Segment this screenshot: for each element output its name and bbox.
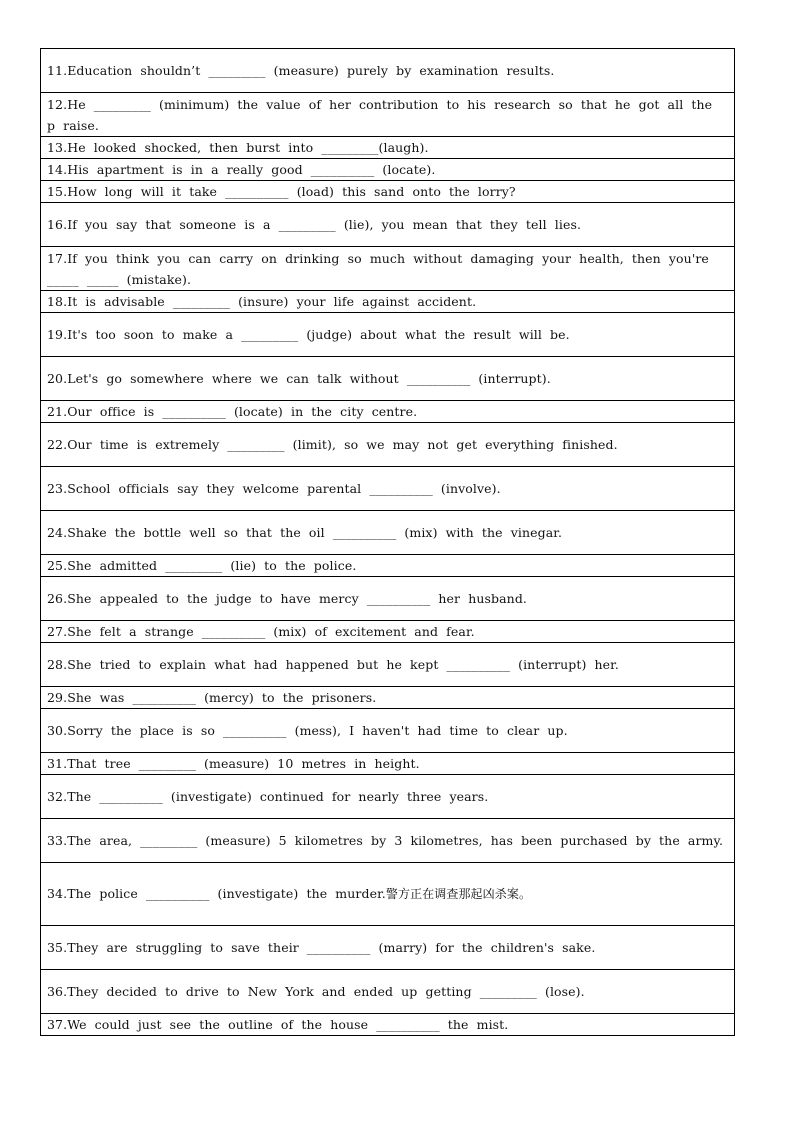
exercise-item: 37.We could just see the outline of the house __________ the mist.: [41, 1014, 735, 1036]
item-text: Our office is __________ (locate) in the city centre.: [67, 404, 418, 419]
item-text: If you say that someone is a _________ (lie), you mean that they tell lies.: [67, 217, 582, 232]
item-text: Education shouldn’t _________ (measure) purely by examination results.: [67, 63, 555, 78]
table-row: [41, 643, 735, 687]
table-row: [41, 1014, 735, 1036]
item-number: 29: [47, 690, 64, 705]
table-row: [41, 181, 735, 203]
exercise-item: 22.Our time is extremely _________ (limit), so we may not get everything finished.: [41, 423, 735, 467]
item-number: 36: [47, 984, 64, 999]
exercise-item: 36.They decided to drive to New York and ended up getting _________ (lose).: [41, 970, 735, 1014]
item-text: If you think you can carry on drinking so much without damaging your health, then you're _____ _____ (mistake).: [47, 250, 709, 287]
exercise-item: 29.She was __________ (mercy) to the prisoners.: [41, 687, 735, 709]
table-row: [41, 313, 735, 357]
item-text: How long will it take __________ (load) this sand onto the lorry?: [67, 184, 516, 199]
item-number: 18: [47, 294, 64, 309]
exercise-item: 35.They are struggling to save their __________ (marry) for the children's sake.: [41, 926, 735, 970]
item-text: That tree _________ (measure) 10 metres in height.: [67, 756, 420, 771]
item-text: The police __________ (investigate) the murder.: [67, 886, 386, 901]
exercise-item: 13.He looked shocked, then burst into _________(laugh).: [41, 137, 735, 159]
table-row: [41, 137, 735, 159]
item-text: Let's go somewhere where we can talk without __________ (interrupt).: [67, 371, 551, 386]
table-row: [41, 511, 735, 555]
item-number: 32: [47, 789, 64, 804]
item-text: He looked shocked, then burst into _________(laugh).: [67, 140, 429, 155]
item-number: 15: [47, 184, 64, 199]
item-text: She admitted _________ (lie) to the police.: [67, 558, 357, 573]
item-number: 17: [47, 250, 64, 266]
table-row: [41, 577, 735, 621]
item-text: They decided to drive to New York and ended up getting _________ (lose).: [67, 984, 585, 999]
item-number: 21: [47, 404, 64, 419]
item-number: 14: [47, 162, 64, 177]
exercise-item: 20.Let's go somewhere where we can talk without __________ (interrupt).: [41, 357, 735, 401]
exercise-item: 28.She tried to explain what had happened but he kept __________ (interrupt) her.: [41, 643, 735, 687]
table-row: [41, 49, 735, 93]
table-row: [41, 709, 735, 753]
item-number: 30: [47, 723, 64, 738]
table-row: [41, 970, 735, 1014]
item-number: 33: [47, 833, 64, 848]
exercise-item: 23.School officials say they welcome parental __________ (involve).: [41, 467, 735, 511]
exercise-sheet: [40, 48, 735, 1036]
item-text: School officials say they welcome parental __________ (involve).: [67, 481, 501, 496]
exercise-item: 18.It is advisable _________ (insure) your life against accident.: [41, 291, 735, 313]
table-row: [41, 467, 735, 511]
table-row: [41, 247, 735, 291]
exercise-item: 32.The __________ (investigate) continued for nearly three years.: [41, 775, 735, 819]
table-row: [41, 753, 735, 775]
item-text: The area, _________ (measure) 5 kilometres by 3 kilometres, has been purchased by the army.: [67, 833, 724, 848]
item-number: 12: [47, 96, 64, 112]
item-number: 35: [47, 940, 64, 955]
exercise-item: 34.The police __________ (investigate) the murder.警方正在调查那起凶杀案。: [41, 863, 735, 926]
item-number: 23: [47, 481, 64, 496]
item-number: 25: [47, 558, 64, 573]
item-text: His apartment is in a really good __________ (locate).: [67, 162, 436, 177]
item-text: She was __________ (mercy) to the prisoners.: [67, 690, 377, 705]
item-text: They are struggling to save their __________ (marry) for the children's sake.: [67, 940, 596, 955]
exercise-item: 15.How long will it take __________ (load) this sand onto the lorry?: [41, 181, 735, 203]
item-text: She appealed to the judge to have mercy __________ her husband.: [67, 591, 528, 606]
item-text: The __________ (investigate) continued for nearly three years.: [67, 789, 489, 804]
exercise-item: 24.Shake the bottle well so that the oil __________ (mix) with the vinegar.: [41, 511, 735, 555]
exercise-item: 19.It's too soon to make a _________ (judge) about what the result will be.: [41, 313, 735, 357]
table-row: [41, 93, 735, 137]
item-text: He _________ (minimum) the value of her contribution to his research so that he got all the p raise.: [47, 96, 713, 133]
item-number: 13: [47, 140, 64, 155]
exercise-item: 31.That tree _________ (measure) 10 metres in height.: [41, 753, 735, 775]
table-row: [41, 775, 735, 819]
item-text: She tried to explain what had happened but he kept __________ (interrupt) her.: [67, 657, 619, 672]
item-text: It's too soon to make a _________ (judge) about what the result will be.: [67, 327, 570, 342]
table-row: [41, 159, 735, 181]
exercise-table: [40, 48, 735, 1036]
chinese-translation: 警方正在调查那起凶杀案。: [385, 887, 532, 901]
table-row: [41, 401, 735, 423]
table-row: [41, 863, 735, 926]
exercise-item: 11.Education shouldn’t _________ (measure) purely by examination results.: [41, 49, 735, 93]
exercise-item: 17.If you think you can carry on drinking so much without damaging your health, then you're _____ _____ (mistake).: [41, 247, 735, 291]
table-row: [41, 819, 735, 863]
exercise-item: 26.She appealed to the judge to have mercy __________ her husband.: [41, 577, 735, 621]
item-number: 34: [47, 886, 64, 901]
table-row: [41, 926, 735, 970]
item-text: Sorry the place is so __________ (mess), I haven't had time to clear up.: [67, 723, 568, 738]
table-row: [41, 423, 735, 467]
item-number: 26: [47, 591, 64, 606]
item-number: 31: [47, 756, 64, 771]
table-row: [41, 357, 735, 401]
item-number: 37: [47, 1017, 64, 1032]
exercise-item: 12.He _________ (minimum) the value of her contribution to his research so that he got all the p raise.: [41, 93, 735, 137]
item-number: 16: [47, 217, 64, 232]
table-row: [41, 687, 735, 709]
item-text: Shake the bottle well so that the oil __________ (mix) with the vinegar.: [67, 525, 563, 540]
item-text: It is advisable _________ (insure) your life against accident.: [67, 294, 477, 309]
table-row: [41, 555, 735, 577]
exercise-item: 14.His apartment is in a really good __________ (locate).: [41, 159, 735, 181]
table-row: [41, 203, 735, 247]
item-number: 20: [47, 371, 64, 386]
exercise-item: 21.Our office is __________ (locate) in the city centre.: [41, 401, 735, 423]
exercise-item: 33.The area, _________ (measure) 5 kilometres by 3 kilometres, has been purchased by the army.: [41, 819, 735, 863]
item-number: 24: [47, 525, 64, 540]
item-number: 22: [47, 437, 64, 452]
table-row: [41, 621, 735, 643]
exercise-item: 16.If you say that someone is a _________ (lie), you mean that they tell lies.: [41, 203, 735, 247]
table-row: [41, 291, 735, 313]
exercise-item: 25.She admitted _________ (lie) to the police.: [41, 555, 735, 577]
exercise-item: 30.Sorry the place is so __________ (mess), I haven't had time to clear up.: [41, 709, 735, 753]
item-number: 28: [47, 657, 64, 672]
item-number: 11: [47, 63, 64, 78]
item-text: Our time is extremely _________ (limit), so we may not get everything finished.: [67, 437, 618, 452]
item-text: She felt a strange __________ (mix) of excitement and fear.: [67, 624, 475, 639]
item-number: 19: [47, 327, 64, 342]
item-number: 27: [47, 624, 64, 639]
exercise-item: 27.She felt a strange __________ (mix) of excitement and fear.: [41, 621, 735, 643]
item-text: We could just see the outline of the house __________ the mist.: [67, 1017, 509, 1032]
